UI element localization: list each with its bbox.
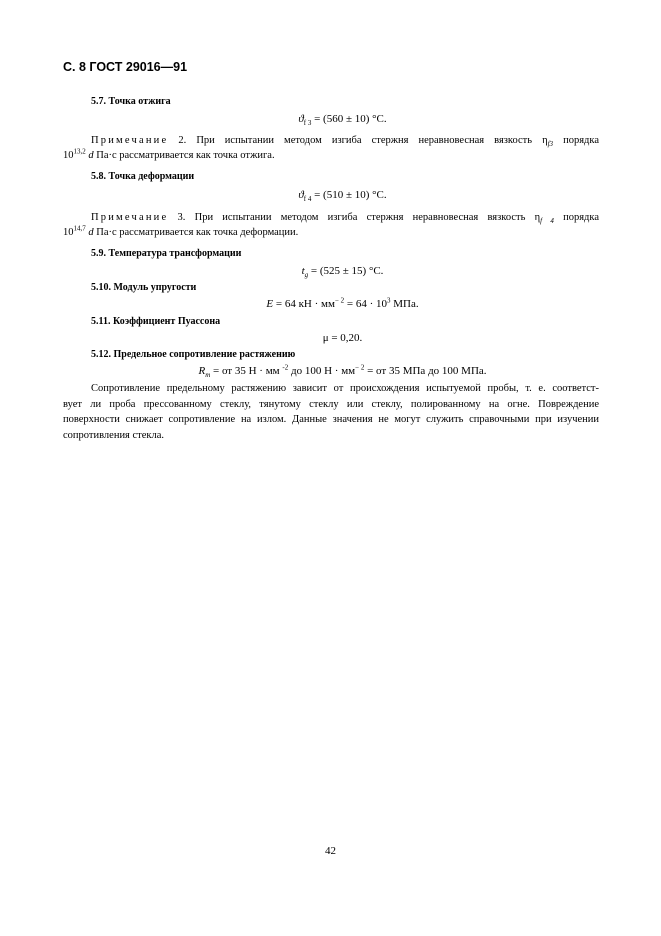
formula-deformation-point	[0, 189, 661, 204]
note-subscript: f3	[547, 140, 554, 149]
formula-symbol: ϑ	[298, 189, 304, 201]
note-subscript: f 4	[540, 217, 554, 226]
formula-subscript: g	[304, 271, 309, 280]
note-d: d	[88, 150, 94, 161]
note-2	[63, 133, 599, 163]
note-exponent: 14,7	[73, 224, 86, 233]
note-text-end: порядка	[553, 212, 599, 223]
formula-symbol: t	[301, 265, 305, 277]
section-heading-5-9: 5.9. Температура трансформации	[91, 248, 242, 259]
paragraph-line-1: Сопротивление предельному растяжению зависит от происхождения испытуемой пробы, т. е. соответст-	[91, 383, 599, 394]
formula-subscript: f 4	[303, 195, 312, 204]
formula-symbol: R	[198, 365, 206, 377]
formula-superscript-2: 3	[387, 296, 391, 305]
note-3	[63, 210, 599, 240]
formula-value: = (510 ± 10) °С.	[311, 189, 387, 201]
note-3-line-2	[63, 225, 599, 240]
note-text-end: порядка	[553, 135, 599, 146]
note-2-line-2	[63, 148, 599, 163]
note-text: 3. При испытании методом изгиба стержня неравновесная вязкость η	[168, 212, 541, 223]
paragraph-line-2: вует ли проба прессованному стеклу, тянутому стеклу или стеклу, полированному на огне. Повреждение	[63, 398, 599, 410]
note-text-rest: Па·с рассматривается как точка отжига.	[93, 150, 275, 161]
formula-symbol: E	[266, 298, 274, 310]
formula-transformation-temperature	[0, 265, 661, 280]
page-number: 42	[325, 845, 336, 857]
section-heading-5-10: 5.10. Модуль упругости	[91, 282, 197, 293]
section-heading-5-11: 5.11. Коэффициент Пуассона	[91, 316, 221, 327]
formula-part-1: = от 35 Н · мм	[210, 365, 283, 377]
note-text-rest: Па·с рассматривается как точка деформации.	[93, 227, 299, 238]
formula-superscript-1: − 2	[334, 296, 345, 305]
note-label: Примечание	[91, 212, 169, 223]
formula-annealing-point	[0, 113, 661, 128]
formula-subscript: f 3	[303, 119, 312, 128]
formula-poisson-ratio: μ = 0,20.	[322, 332, 363, 344]
formula-part-3: МПа.	[390, 298, 419, 310]
note-d: d	[88, 227, 94, 238]
note-2-line-1	[63, 133, 599, 148]
formula-subscript: m	[205, 371, 211, 380]
note-label: Примечание	[91, 135, 169, 146]
section-heading-5-7: 5.7. Точка отжига	[91, 96, 171, 107]
formula-symbol: ϑ	[298, 113, 304, 125]
formula-part-3: = от 35 МПа до 100 МПа.	[364, 365, 487, 377]
formula-superscript-1: -2	[282, 363, 289, 372]
paragraph-line-3: поверхности снижает сопротивление на излом. Данные значения не могут служить справочными при изучении	[63, 414, 599, 425]
formula-part-2: = 64 · 10	[344, 298, 388, 310]
page-header: С. 8 ГОСТ 29016—91	[63, 60, 188, 74]
section-heading-5-12: 5.12. Предельное сопротивление растяжению	[91, 349, 296, 360]
formula-value: = (525 ± 15) °С.	[308, 265, 384, 277]
note-exponent: 13,2	[73, 147, 86, 156]
note-text: 2. При испытании методом изгиба стержня неравновесная вязкость η	[168, 135, 548, 146]
note-base: 10	[63, 150, 74, 161]
note-3-line-1	[63, 210, 599, 225]
note-base: 10	[63, 227, 74, 238]
tensile-strength-paragraph	[63, 381, 599, 443]
formula-elastic-modulus	[0, 298, 661, 310]
formula-superscript-2: − 2	[355, 363, 365, 372]
paragraph-line-4: сопротивления стекла.	[63, 429, 165, 441]
formula-tensile-strength	[0, 363, 661, 380]
formula-part-1: = 64 кН · мм	[273, 298, 335, 310]
formula-value: = (560 ± 10) °С.	[311, 113, 387, 125]
formula-part-2: до 100 Н · мм	[288, 365, 356, 377]
section-heading-5-8: 5.8. Точка деформации	[91, 171, 195, 182]
